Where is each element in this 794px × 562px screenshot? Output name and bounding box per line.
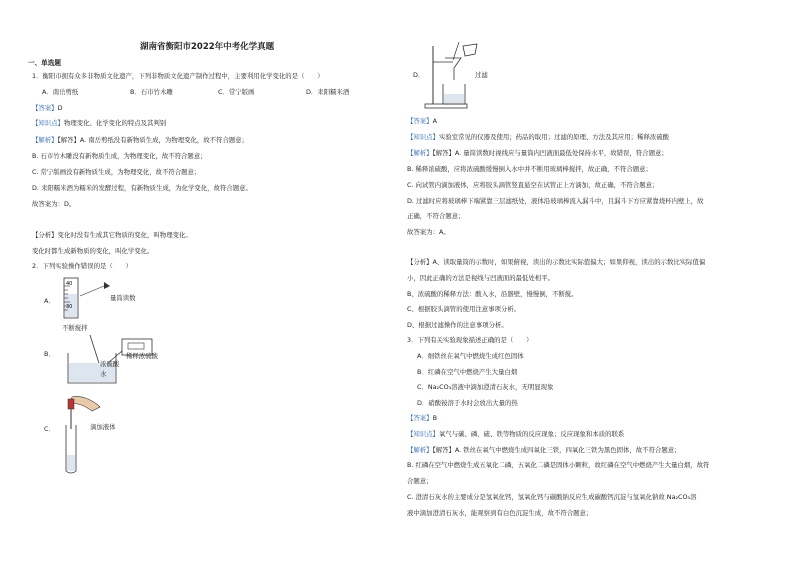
q1-analysis-line: 【分析】变化时没有生成其它物质的变化，叫物理变化。 bbox=[32, 231, 192, 239]
page-title: 湖南省衡阳市2022年中考化学真题 bbox=[140, 42, 275, 52]
q1-options bbox=[42, 88, 394, 96]
hand-icon bbox=[70, 396, 100, 411]
q3-option-c: C．Na₂CO₃溶液中滴加澄清石灰水，无明显现象 bbox=[417, 383, 554, 391]
q2-figure-b-stir-label: 不断搅拌 bbox=[62, 324, 88, 332]
q2-explanation-line: 正确，不符合题意； bbox=[407, 212, 465, 220]
q2-explanation-line: 【解析】【解答】A. 量筒读数时视线应与量筒内凹液面最低处保持水平，故错误，符合题意； bbox=[407, 149, 668, 157]
cylinder-tick-label: 30 bbox=[66, 304, 73, 310]
q3-explanation-line: 合题意； bbox=[407, 477, 433, 485]
q2-analysis-line: 小，因此正确的方法是视线与凹液面的最低处相平。 bbox=[407, 274, 554, 282]
q2-figure-b-dilute-label: 稀释浓硫酸 bbox=[126, 352, 158, 360]
q1-stem: 1．衡阳市拥有众多非物质文化遗产，下列非物质文化遗产制作过程中，主要利用化学变化的是（ ） bbox=[32, 72, 324, 80]
q1-option-a: A．南岳剪纸 bbox=[42, 88, 79, 96]
q2-analysis-line: B、浓硫酸的稀释方法：酸入水，沿器壁，慢慢倒，不断搅。 bbox=[407, 290, 578, 298]
q1-explanation-line: 故答案为：D。 bbox=[32, 200, 76, 208]
q2-explanation-line: C. 向试管内滴加液体，应将胶头滴管竖直悬空在试管正上方滴加，故正确，不符合题意； bbox=[407, 181, 659, 189]
q2-figure-a-label: 量筒读数 bbox=[110, 294, 136, 302]
q1-option-d: D．耒阳糯米酒 bbox=[306, 88, 350, 96]
q3-option-a: A．细铁丝在氧气中燃烧生成红色固体 bbox=[417, 352, 524, 360]
q2-figure-d-label: 过滤 bbox=[475, 71, 488, 79]
q2-figure-d-letter: D． bbox=[413, 71, 425, 79]
q2-figure-c-letter: C． bbox=[44, 425, 55, 433]
q1-option-c: C．常宁版画 bbox=[218, 88, 255, 96]
q1-explanation-line: 【解析】【解答】A. 南岳剪纸没有新物质生成，为物理变化，故不符合题意； bbox=[32, 136, 249, 144]
q3-explanation-line: C. 澄清石灰水的主要成分是氢氧化钙，氢氧化钙与碳酸钠反应生成碳酸钙沉淀与氢氧化钠故 Na₂CO₃溶 bbox=[407, 493, 697, 501]
q3-explanation-line: 液中滴加澄清石灰水，能观察到有白色沉淀生成，故不符合题意； bbox=[407, 509, 593, 517]
q3-explanation-line: 【解析】【解答】A. 铁丝在氧气中燃烧生成四氧化三铁，四氧化三铁为黑色固体，故不符合题意； bbox=[407, 446, 681, 454]
q2-figure-c-label: 滴加液体 bbox=[90, 423, 116, 431]
q1-option-b: B．石市竹木雕 bbox=[130, 88, 173, 96]
q2-figure-b-acid-label: 浓硫酸 bbox=[100, 360, 120, 368]
q1-explanation-line: B. 石市竹木雕没有新物质生成，为物理变化，故不符合题意； bbox=[32, 152, 207, 160]
q2-answer: 【答案】A bbox=[407, 117, 437, 125]
eye-icon bbox=[104, 282, 110, 289]
q2-explanation-line: 故答案为：A。 bbox=[407, 228, 450, 236]
q2-explanation-line: B. 稀释浓硫酸，应将浓硫酸缓慢倒入水中并不断用玻璃棒搅拌，故正确，不符合题意； bbox=[407, 165, 652, 173]
filtration-figure bbox=[423, 40, 483, 110]
q1-answer: 【答案】D bbox=[32, 104, 63, 112]
q1-analysis-line: 变化时都生成新物质的变化，叫化学变化。 bbox=[32, 247, 154, 255]
q2-stem: 2．下列实验操作错误的是（ ） bbox=[32, 262, 132, 270]
q3-option-d: D．硝酸铵溶于水时会放出大量的热 bbox=[417, 399, 518, 407]
q3-knowledge-point: 【知识点】氧气与碳、磷、硫、铁等物质的反应现象；反应现象和本质的联系 bbox=[407, 430, 625, 438]
q2-analysis-line: D、根据过滤操作的注意事项分析。 bbox=[407, 321, 508, 329]
q2-figure-b-water-label: 水 bbox=[100, 370, 107, 378]
q1-knowledge-point: 【知识点】物理变化、化学变化的特点及其判别 bbox=[32, 119, 167, 127]
q2-knowledge-point: 【知识点】实验室常见的仪器及使用；药品的取用；过滤的原理、方法及其应用；稀释浓硫酸 bbox=[407, 133, 670, 141]
q3-option-b: B．红磷在空气中燃烧产生大量白烟 bbox=[417, 368, 518, 376]
q2-analysis-line: 【分析】A、读取量筒的示数时，如果俯视，读出的示数比实际值偏大；如果仰视，读出的示数比实际值偏 bbox=[407, 258, 706, 266]
dropper-figure bbox=[58, 395, 138, 475]
q3-answer: 【答案】B bbox=[407, 414, 437, 422]
q1-explanation-line: D. 耒阳糯米酒为糯米的发酵过程，有新物质生成，为化学变化，故符合题意。 bbox=[32, 184, 252, 192]
cylinder-tick-label: 40 bbox=[66, 281, 73, 287]
q2-figure-a-letter: A． bbox=[44, 297, 55, 305]
q3-stem: 3．下列有关实验现象描述正确的是（ ） bbox=[407, 336, 533, 344]
q1-explanation-line: C. 常宁版画没有新物质生成，为物理变化，故不符合题意； bbox=[32, 168, 201, 176]
section-heading: 一、单选题 bbox=[28, 59, 61, 67]
q3-explanation-line: B. 红磷在空气中燃烧生成五氧化二磷，五氧化二磷是固体小颗粒，故红磷在空气中燃烧产生大量白烟，故符 bbox=[407, 461, 710, 469]
q2-analysis-line: C、根据胶头滴管的使用注意事项分析。 bbox=[407, 305, 521, 313]
q2-figure-b-letter: B． bbox=[44, 350, 55, 358]
q2-explanation-line: D. 过滤时应将玻璃棒下端紧靠三层滤纸处，液体沿玻璃棒流入漏斗中，且漏斗下方应紧靠烧杯内壁上，故 bbox=[407, 197, 704, 205]
